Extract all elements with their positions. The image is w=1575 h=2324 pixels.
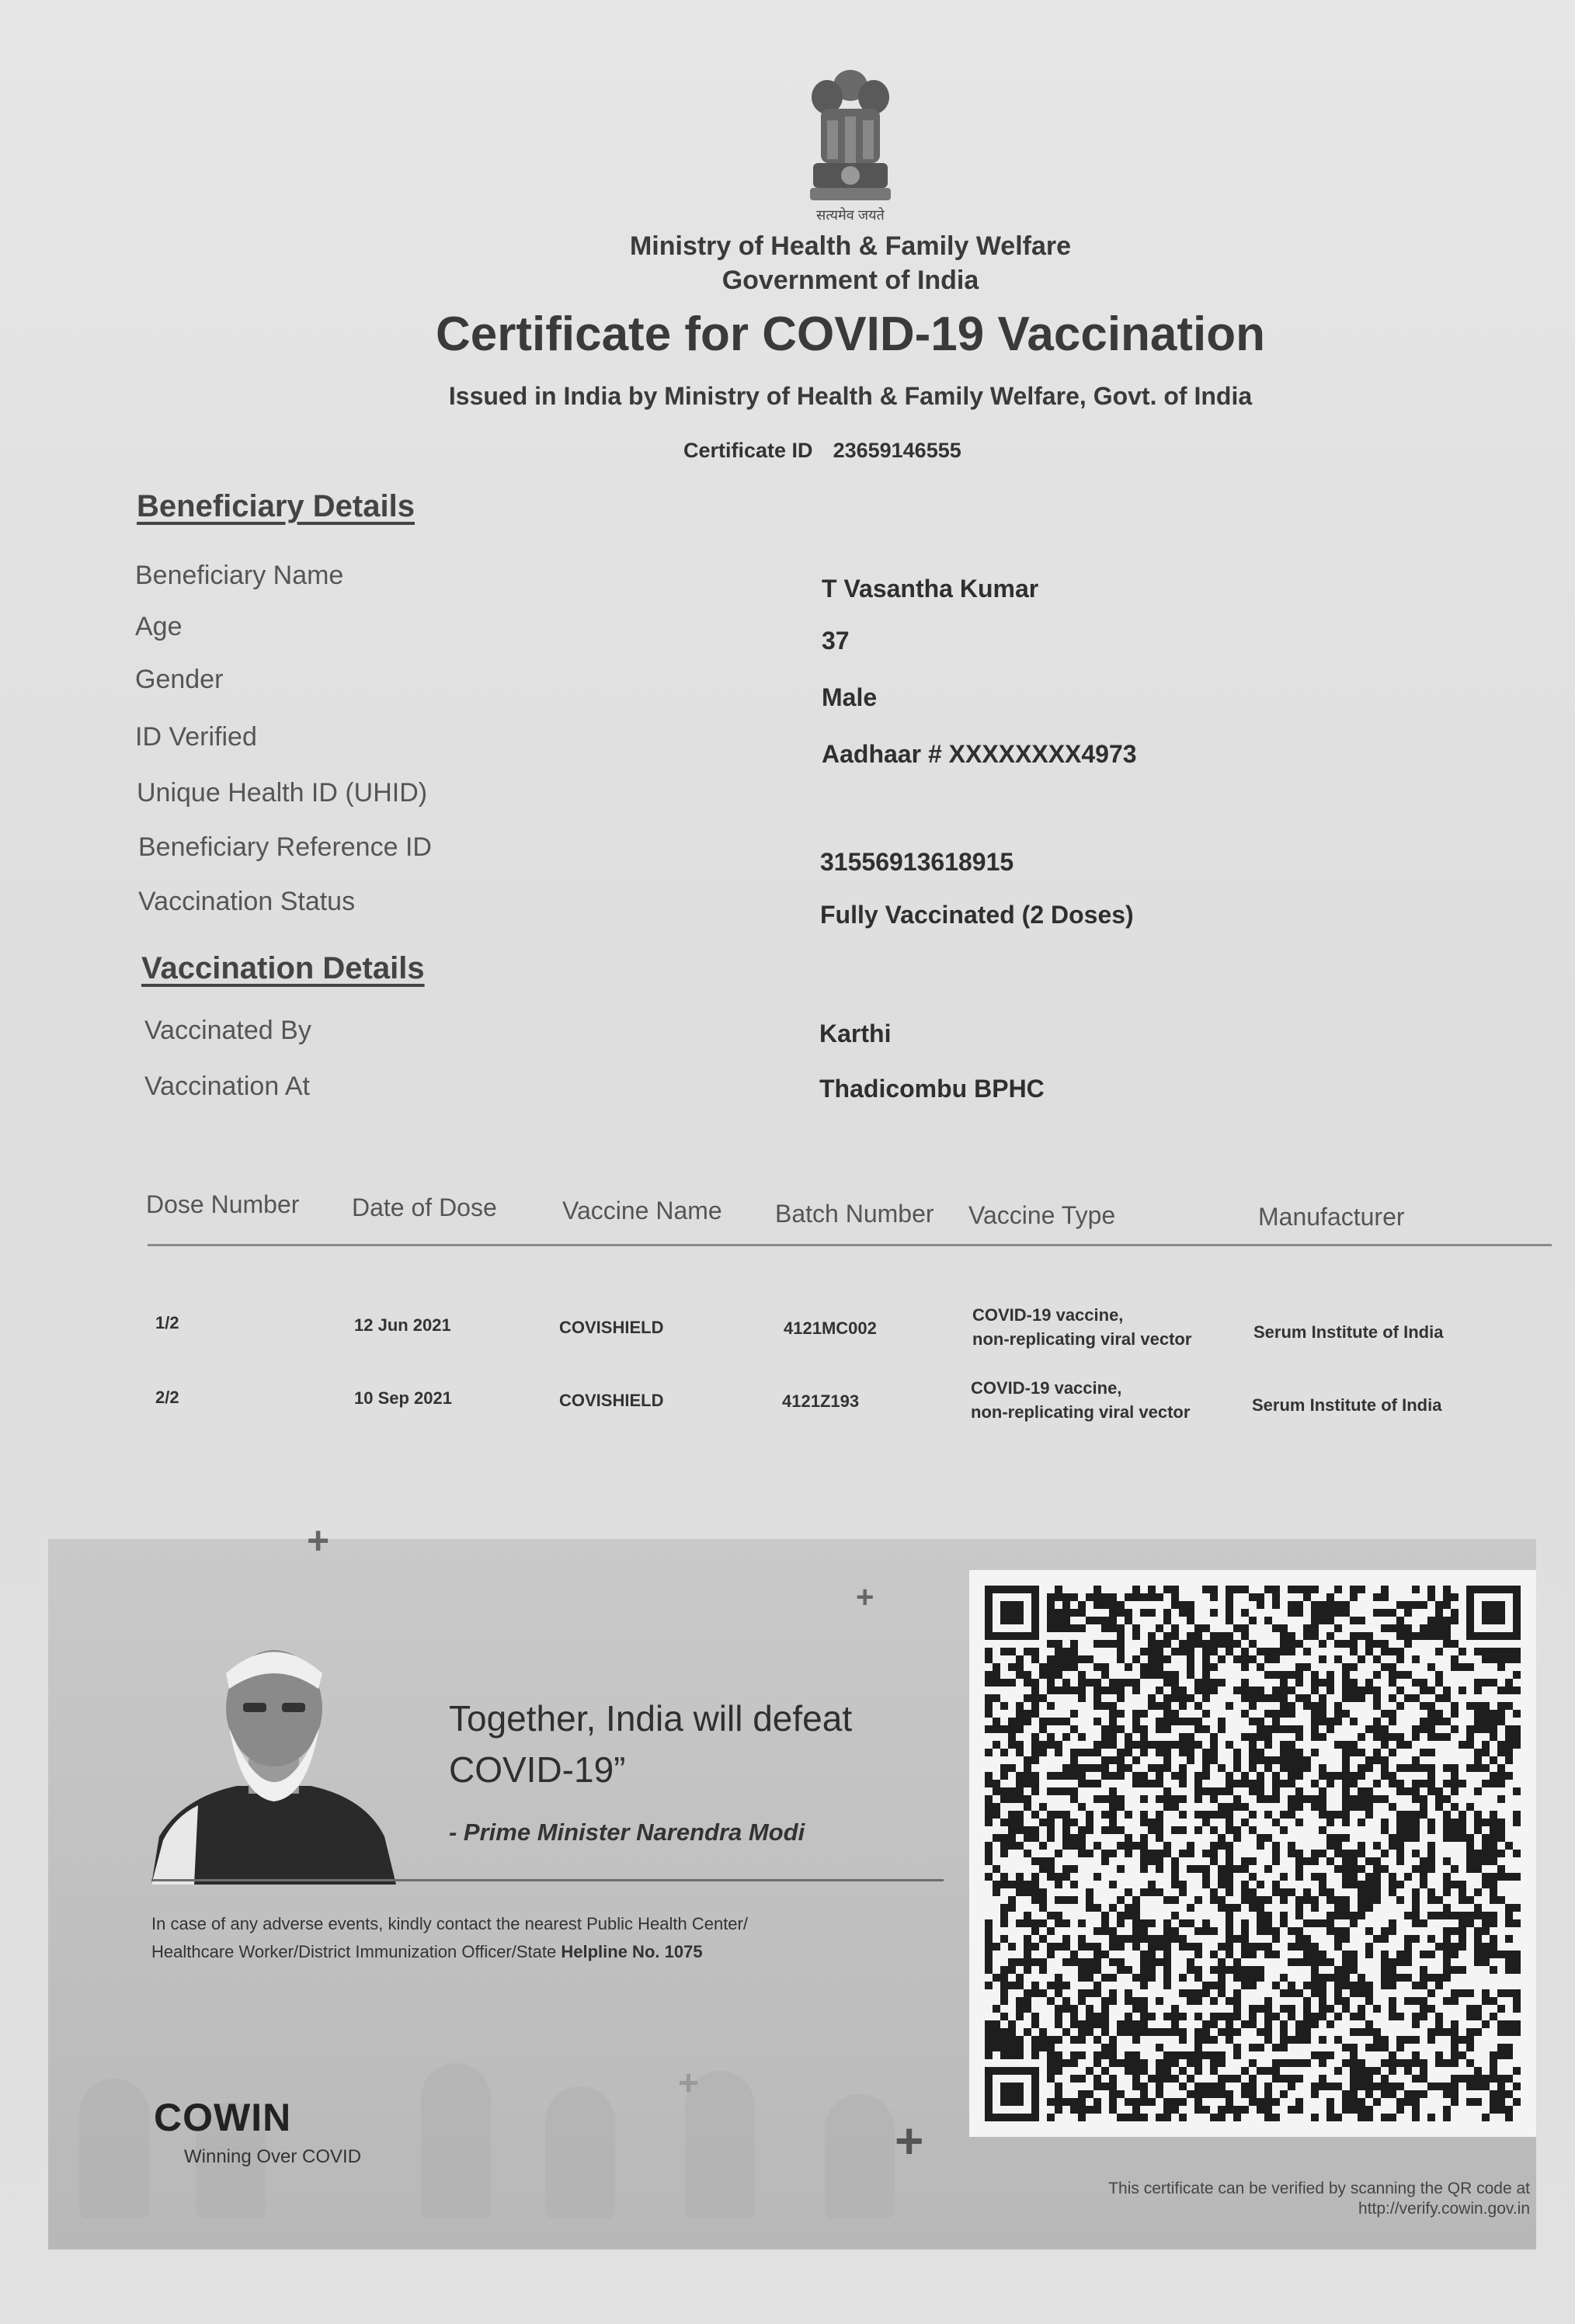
vaccine-type-line: COVID-19 vaccine,	[972, 1305, 1124, 1325]
cowin-tagline: Winning Over COVID	[184, 2146, 362, 2167]
table-cell	[971, 1376, 1190, 1424]
certificate-id-value: 23659146555	[833, 439, 961, 462]
qr-finder-pattern	[1000, 2083, 1024, 2106]
vaccine-type-line: COVID-19 vaccine,	[971, 1378, 1122, 1398]
crowd-silhouette	[421, 2063, 491, 2218]
emblem-motto: सत्यमेव जयते	[816, 207, 885, 223]
qr-modules	[985, 1586, 1521, 2121]
government-line: Government of India	[721, 266, 979, 295]
portrait-icon	[151, 1642, 396, 1885]
plus-icon: +	[856, 1580, 874, 1614]
certificate-id-label: Certificate ID	[683, 439, 813, 462]
helpline-number: Helpline No. 1075	[561, 1942, 703, 1961]
field-label: Beneficiary Name	[135, 561, 344, 590]
field-label: Vaccination Status	[138, 887, 356, 916]
banner-divider	[151, 1879, 944, 1881]
table-cell: 12 Jun 2021	[354, 1315, 451, 1335]
cowin-logo: COWIN	[154, 2096, 292, 2139]
table-cell: 10 Sep 2021	[354, 1388, 452, 1408]
notice-line	[151, 1938, 944, 1966]
column-header: Manufacturer	[1258, 1203, 1405, 1231]
quote-text	[449, 1693, 930, 1795]
notice-line: In case of any adverse events, kindly contact the nearest Public Health Center/	[151, 1914, 748, 1933]
beneficiary-age: 37	[822, 627, 850, 655]
ministry-line: Ministry of Health & Family Welfare	[629, 231, 1072, 261]
column-header: Vaccine Name	[562, 1197, 722, 1225]
verify-line: This certificate can be verified by scanning the QR code at	[1108, 2180, 1530, 2197]
column-header: Date of Dose	[352, 1193, 497, 1221]
vaccination-details-heading: Vaccination Details	[141, 951, 425, 985]
table-cell: 4121Z193	[782, 1391, 860, 1411]
page-subtitle: Issued in India by Ministry of Health & Family Welfare, Govt. of India	[448, 382, 1253, 410]
table-cell: COVISHIELD	[559, 1391, 664, 1410]
qr-code-icon	[985, 1586, 1521, 2121]
page-title: Certificate for COVID-19 Vaccination	[435, 307, 1266, 361]
table-cell: Serum Institute of India	[1252, 1395, 1442, 1415]
field-label: Age	[135, 612, 183, 641]
quote-author: - Prime Minister Narendra Modi	[449, 1819, 805, 1846]
column-header: Dose Number	[146, 1190, 300, 1218]
table-cell: COVISHIELD	[559, 1318, 664, 1337]
certificate-id	[683, 439, 961, 463]
field-label: Unique Health ID (UHID)	[137, 778, 428, 808]
plus-icon: +	[307, 1519, 330, 1562]
table-divider	[148, 1244, 1552, 1246]
beneficiary-reference-id: 31556913618915	[820, 848, 1014, 876]
quote-line: COVID-19”	[449, 1749, 626, 1790]
table-cell	[972, 1303, 1191, 1351]
field-label: Vaccination At	[144, 1072, 310, 1101]
vaccination-at: Thadicombu BPHC	[819, 1075, 1045, 1103]
ministry-name	[544, 229, 1157, 297]
adverse-events-notice	[151, 1910, 944, 1966]
vaccination-status: Fully Vaccinated (2 Doses)	[820, 901, 1134, 929]
table-cell: Serum Institute of India	[1253, 1322, 1444, 1342]
vaccine-type-line: non-replicating viral vector	[972, 1329, 1192, 1349]
vaccine-type-line: non-replicating viral vector	[971, 1402, 1191, 1422]
column-header: Vaccine Type	[968, 1201, 1116, 1229]
quote-line: Together, India will defeat	[449, 1698, 853, 1739]
id-verified-value: Aadhaar # XXXXXXXX4973	[822, 740, 1137, 768]
beneficiary-gender: Male	[822, 683, 878, 711]
vaccinated-by: Karthi	[819, 1020, 892, 1047]
crowd-silhouette	[545, 2086, 615, 2218]
qr-finder-pattern	[1000, 1601, 1024, 1624]
notice-text: Healthcare Worker/District Immunization Officer/State	[151, 1942, 557, 1961]
table-cell: 1/2	[155, 1313, 179, 1332]
field-label: ID Verified	[135, 722, 257, 752]
qr-finder-pattern	[1482, 1601, 1505, 1624]
field-label: Vaccinated By	[144, 1016, 311, 1045]
table-cell: 4121MC002	[784, 1318, 877, 1338]
beneficiary-name: T Vasantha Kumar	[822, 575, 1039, 603]
crowd-silhouette	[79, 2079, 149, 2218]
verification-note	[940, 2179, 1530, 2219]
national-emblem-icon	[804, 62, 897, 225]
beneficiary-details-heading: Beneficiary Details	[137, 489, 415, 523]
crowd-silhouette	[825, 2094, 895, 2218]
table-cell: 2/2	[155, 1388, 179, 1407]
field-label: Gender	[135, 665, 224, 694]
plus-icon: +	[895, 2113, 924, 2169]
column-header: Batch Number	[775, 1200, 934, 1228]
plus-icon: +	[678, 2062, 699, 2103]
verify-url[interactable]: http://verify.cowin.gov.in	[1358, 2200, 1530, 2218]
field-label: Beneficiary Reference ID	[138, 832, 432, 862]
